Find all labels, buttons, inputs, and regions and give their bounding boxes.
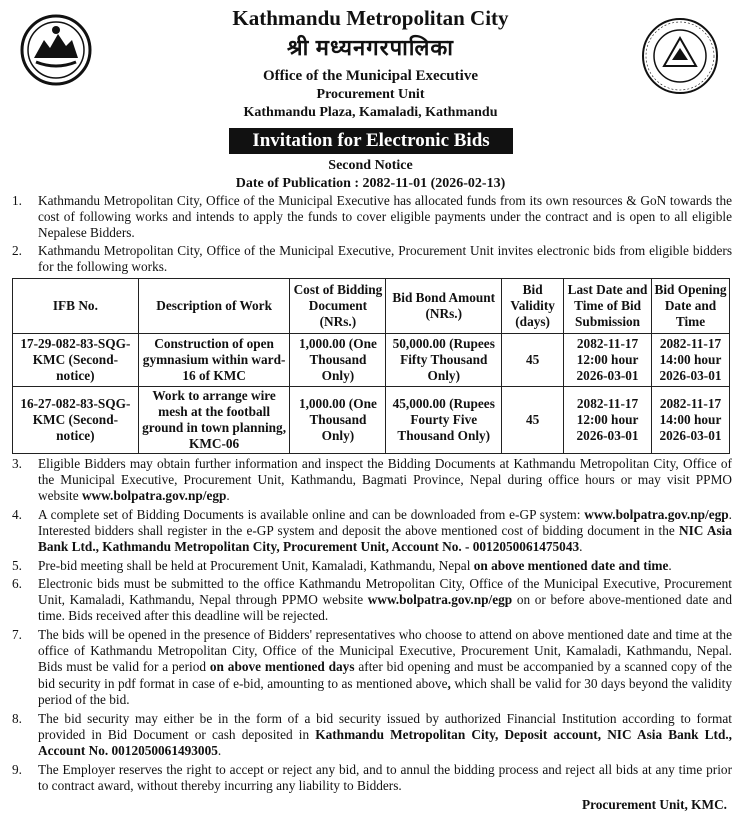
- cell-bid-bond: 45,000.00 (Rupees Fourty Five Thousand Only): [386, 387, 502, 454]
- cell-doc-cost: 1,000.00 (One Thousand Only): [290, 334, 386, 387]
- signature-footer: Procurement Unit, KMC.: [581, 797, 727, 812]
- deposit-account: Kathmandu Metropolitan City, Deposit account, NIC Asia Bank Ltd., Account No. 0012050061493005: [38, 727, 732, 759]
- bids-table: [12, 278, 730, 454]
- org-title-nepali: श्री मध्यनगरपालिका: [287, 35, 454, 60]
- cell-opening: 2082-11-17 14:00 hour 2026-03-01: [652, 334, 730, 387]
- cell-opening: 2082-11-17 14:00 hour 2026-03-01: [652, 387, 730, 454]
- cell-ifb-no: 17-29-082-83-SQG-KMC (Second-notice): [13, 334, 139, 387]
- header-validity: Bid Validity (days): [502, 279, 564, 334]
- table-header-row: [13, 279, 730, 334]
- org-title: Kathmandu Metropolitan City: [232, 6, 509, 30]
- paragraph-2: 2. Kathmandu Metropolitan City, Office of the Municipal Executive, Procurement Unit invites electronic bids from eligible bidders for the following works.: [12, 243, 732, 275]
- submission-link[interactable]: www.bolpatra.gov.np/egp: [367, 592, 513, 608]
- header-description: Description of Work: [138, 279, 290, 334]
- seal-icon: [640, 16, 720, 96]
- cell-ifb-no: 16-27-082-83-SQG-KMC (Second-notice): [13, 387, 139, 454]
- header-bid-bond: Bid Bond Amount (NRs.): [386, 279, 502, 334]
- paragraph-6: 6. Electronic bids must be submitted to the office Kathmandu Metropolitan City, Office of the Municipal Executive, Procurement Unit, Kamaladi, Kathmandu, Nepal through PPMO website www.bolpatra.gov.np/egp on or before above-mentioned date and time. Bids received after this deadline will be rejected.: [12, 576, 732, 624]
- header-ifb-no: IFB No.: [13, 279, 139, 334]
- header-submission: Last Date and Time of Bid Submission: [564, 279, 652, 334]
- paragraph-3: 3. Eligible Bidders may obtain further information and inspect the Bidding Documents at Kathmandu Metropolitan City, Office of the Municipal Executive, Procurement Unit, Kathmandu, Bagmati Province, Nepal during office hours or may visit PPMO website www.bolpatra.gov.np/egp.: [12, 456, 732, 504]
- egp-link[interactable]: www.bolpatra.gov.np/egp: [584, 507, 729, 522]
- table-row: [13, 334, 730, 387]
- cell-submission: 2082-11-17 12:00 hour 2026-03-01: [564, 387, 652, 454]
- paragraph-4: 4. A complete set of Bidding Documents is available online and can be downloaded from e-GP system: www.bolpatra.gov.np/egp. Interested bidders shall register in the e-GP system and deposit the above mentioned cost of bidding document in the NIC Asia Bank Ltd., Kathmandu Metropolitan City, Procurement Unit, Account No. - 0012050061475043.: [12, 507, 733, 555]
- publication-date: Date of Publication : 2082-11-01 (2026-02-13): [235, 176, 506, 191]
- office-name: Office of the Municipal Executive: [263, 68, 478, 84]
- cell-doc-cost: 1,000.00 (One Thousand Only): [290, 387, 386, 454]
- ppmo-link[interactable]: www.bolpatra.gov.np/egp: [81, 488, 227, 504]
- header-opening: Bid Opening Date and Time: [652, 279, 730, 334]
- paragraph-9: 9. The Employer reserves the right to accept or reject any bid, and to annul the bidding process and reject all bids at any time prior to contract award, without thereby incurring any liability to Bidders.: [12, 762, 732, 794]
- cell-validity: 45: [502, 387, 564, 454]
- notice-label: Second Notice: [328, 158, 413, 173]
- table-row: [13, 387, 730, 454]
- cell-description: Construction of open gymnasium within ward-16 of KMC: [138, 334, 290, 387]
- header-doc-cost: Cost of Bidding Document (NRs.): [290, 279, 386, 334]
- notice-header: [0, 0, 741, 190]
- paragraph-5: 5. Pre-bid meeting shall be held at Procurement Unit, Kamaladi, Kathmandu, Nepal on above mentioned date and time.: [12, 558, 672, 573]
- cell-validity: 45: [502, 334, 564, 387]
- paragraph-7: 7. The bids will be opened in the presence of Bidders' representatives who choose to attend on above mentioned date and time at the office of Kathmandu Metropolitan City, Office of the Municipal Executive, Procurement Unit, Kamaladi, Kathmandu, Nepal. Bids must be valid for a period on above mentioned days after bid opening and must be accompanied by a scanned copy of the bid security in pdf format in case of e-bid, amounting to as mentioned above, which shall be valid for 30 days beyond the validity period of the bid.: [12, 627, 733, 707]
- cell-bid-bond: 50,000.00 (Rupees Fifty Thousand Only): [386, 334, 502, 387]
- paragraph-8: 8. The bid security may either be in the form of a bid security issued by authorized Financial Institution according to format provided in Bid Document or cash deposited in Kathmandu Metropolitan City, Deposit account, NIC Asia Bank Ltd., Account No. 0012050061493005.: [12, 711, 732, 759]
- banner-title: Invitation for Electronic Bids: [229, 128, 513, 154]
- bank-account-doc: NIC Asia Bank Ltd., Kathmandu Metropolitan City, Procurement Unit, Account No. - 0012050061475043: [38, 523, 733, 555]
- unit-name: Procurement Unit: [316, 87, 425, 102]
- address: Kathmandu Plaza, Kamaladi, Kathmandu: [243, 105, 498, 120]
- paragraph-1: 1. Kathmandu Metropolitan City, Office of the Municipal Executive has allocated funds from its own resources & GoN towards the cost of following works and intends to apply the funds to cover eligible payments under the contract and is open to all eligible Nepalese Bidders.: [12, 193, 732, 241]
- cell-submission: 2082-11-17 12:00 hour 2026-03-01: [564, 334, 652, 387]
- cell-description: Work to arrange wire mesh at the football ground in town planning, KMC-06: [138, 387, 290, 454]
